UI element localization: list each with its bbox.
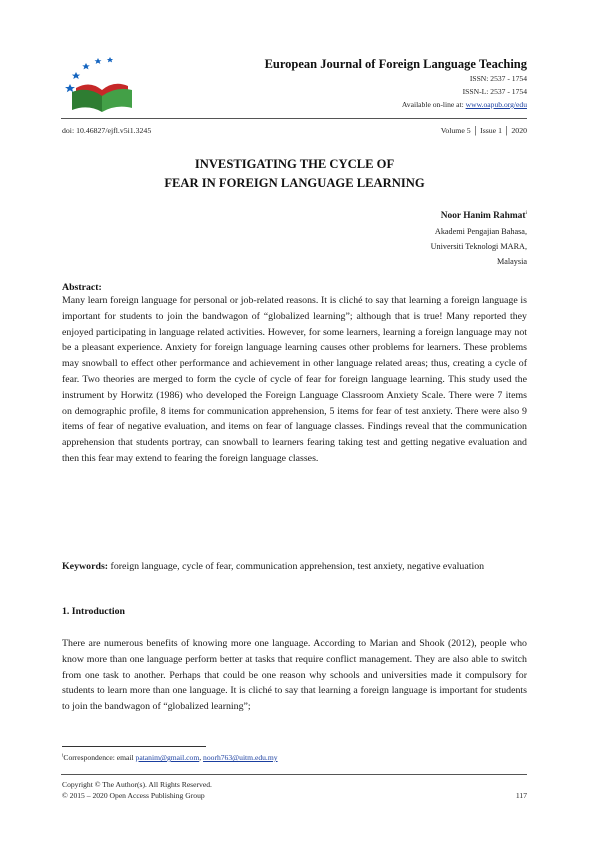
footnote-separator: , xyxy=(199,753,204,762)
doi: doi: 10.46827/ejfl.v5i1.3245 xyxy=(62,126,152,135)
introduction-text: There are numerous benefits of knowing more one language. According to Marian and Shook (2012), people who know more than one language perform better at tasks that require conflict management. They are also able to switch from one task to another. Perhaps that could be one reason why schools and universities made it compulsory for students to learn more than one language. It is cliché to say that learning a foreign language is important for students to join the bandwagon of “globalized learning”; xyxy=(62,638,527,713)
abstract-heading: Abstract: xyxy=(62,282,102,293)
footnote-rule xyxy=(62,746,206,747)
footnote-mark: i xyxy=(62,753,64,759)
footer-publisher: © 2015 – 2020 Open Access Publishing Group xyxy=(62,791,205,800)
affiliation-line-3: Malaysia xyxy=(496,257,527,266)
journal-issn: ISSN: 2537 - 1754 xyxy=(469,74,527,83)
abstract-text: Many learn foreign language for personal or job-related reasons. It is cliché to say that learning a foreign language is important for students to join the bandwagon of “globalized learning”; although that is true! Many reported they enjoyed participating in language related activities. However, for some learners, learning a foreign language may not be a pleasant experience. Anxiety for foreign language learning causes other problems for learners. These problems may snowball to effect other performance and achievement in other language related areas; thus, creating a cycle of fear. Two theories are merged to form the cycle of cycle of fear for foreign language learning. This study used the instrument by Horwitz (1986) who developed the Foreign Language Classroom Anxiety Scale. There were 7 items on demographic profile, 8 items for communication apprehension, 5 items for fear of test anxiety. There were also 9 items of fear of negative evaluation, and items on fear of language classes. Findings reveal that the communication apprehension that students portray, can snowball to learners fearing taking test and getting negative evaluation and then this fear may extend to fearing the foreign language classes. xyxy=(62,295,527,464)
journal-logo-icon xyxy=(60,50,140,112)
footnote xyxy=(62,753,278,762)
author-footnote-mark: i xyxy=(525,210,527,216)
article-title-line-2: FEAR IN FOREIGN LANGUAGE LEARNING xyxy=(164,176,425,190)
journal-issn-l: ISSN-L: 2537 - 1754 xyxy=(462,87,527,96)
author-name-text: Noor Hanim Rahmat xyxy=(440,211,526,222)
article-title-line-1: INVESTIGATING THE CYCLE OF xyxy=(194,157,395,171)
affiliation-line-2: Universiti Teknologi MARA, xyxy=(430,242,527,251)
footnote-email-2-link[interactable]: noorh763@uitm.edu.my xyxy=(203,753,278,762)
footnote-email-1-link[interactable]: patanim@gmail.com xyxy=(135,753,200,762)
journal-title: European Journal of Foreign Language Teaching xyxy=(264,57,527,71)
footer-copyright: Copyright © The Author(s). All Rights Reserved. xyxy=(62,780,212,789)
journal-website-link[interactable]: www.oapub.org/edu xyxy=(465,100,527,109)
keywords xyxy=(62,559,527,575)
author-name xyxy=(441,210,527,221)
journal-availability xyxy=(300,100,527,109)
page-number: 117 xyxy=(515,791,527,800)
volume-issue: Volume 5 │ Issue 1 │ 2020 xyxy=(440,126,527,135)
introduction-heading: 1. Introduction xyxy=(62,606,125,617)
footnote-prefix: Correspondence: email xyxy=(63,753,136,762)
keywords-text: foreign language, cycle of fear, communication apprehension, test anxiety, negative evaluation xyxy=(108,561,485,572)
header-rule xyxy=(61,118,527,119)
footer-rule xyxy=(61,774,527,775)
keywords-label: Keywords: xyxy=(62,561,109,572)
affiliation-line-1: Akademi Pengajian Bahasa, xyxy=(434,227,527,236)
availability-label: Available on-line at: xyxy=(401,100,466,109)
